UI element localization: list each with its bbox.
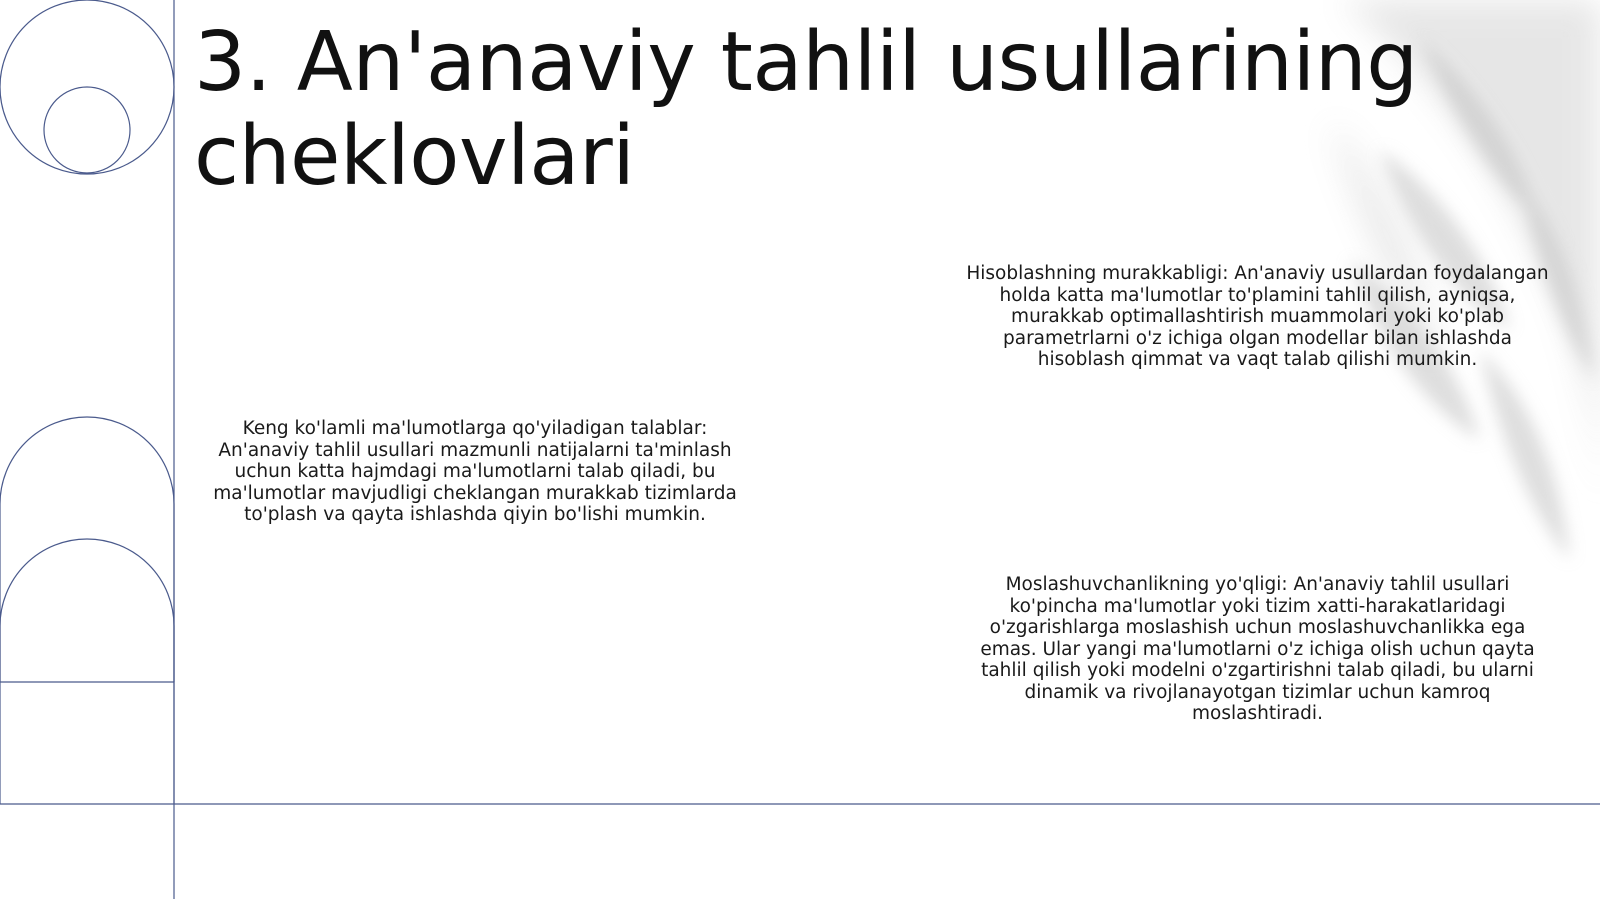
requirements-paragraph: Keng ko'lamli ma'lumotlarga qo'yiladigan talablar: An'anaviy tahlil usullari mazmunli natijalarni ta'minlash uchun katta hajmdagi ma'lumotlarni talab qiladi, bu ma'lumotlar mavjudligi cheklangan murakkab tizimlarda to'plash va qayta ishlashda qiyin bo'lishi mumkin. [213,418,737,525]
small-circle-icon [44,87,130,173]
upper-arch-icon [0,417,174,682]
slide-title: 3. An'anaviy tahlil usullarining cheklovlari [194,15,1418,204]
complexity-paragraph: Hisoblashning murakkabligi: An'anaviy usullardan foydalangan holda katta ma'lumotlar to'plamini tahlil qilish, ayniqsa, murakkab optimallashtirish muammolari yoki ko'plab parametrlarni o'z ichiga olgan modellar bilan ishlashda hisoblash qimmat va vaqt talab qilishi mumkin. [966,263,1549,370]
flexibility-paragraph: Moslashuvchanlikning yo'qligi: An'anaviy tahlil usullari ko'pincha ma'lumotlar yoki tizim xatti-harakatlaridagi o'zgarishlarga moslashish uchun moslashuvchanlikka ega emas. Ular yangi ma'lumotlarni o'z ichiga olish uchun qayta tahlil qilish yoki modelni o'zgartirishni talab qiladi, bu ularni dinamik va rivojlanayotgan tizimlar uchun kamroq moslashtiradi. [980,574,1535,724]
lower-arch-icon [0,539,174,626]
